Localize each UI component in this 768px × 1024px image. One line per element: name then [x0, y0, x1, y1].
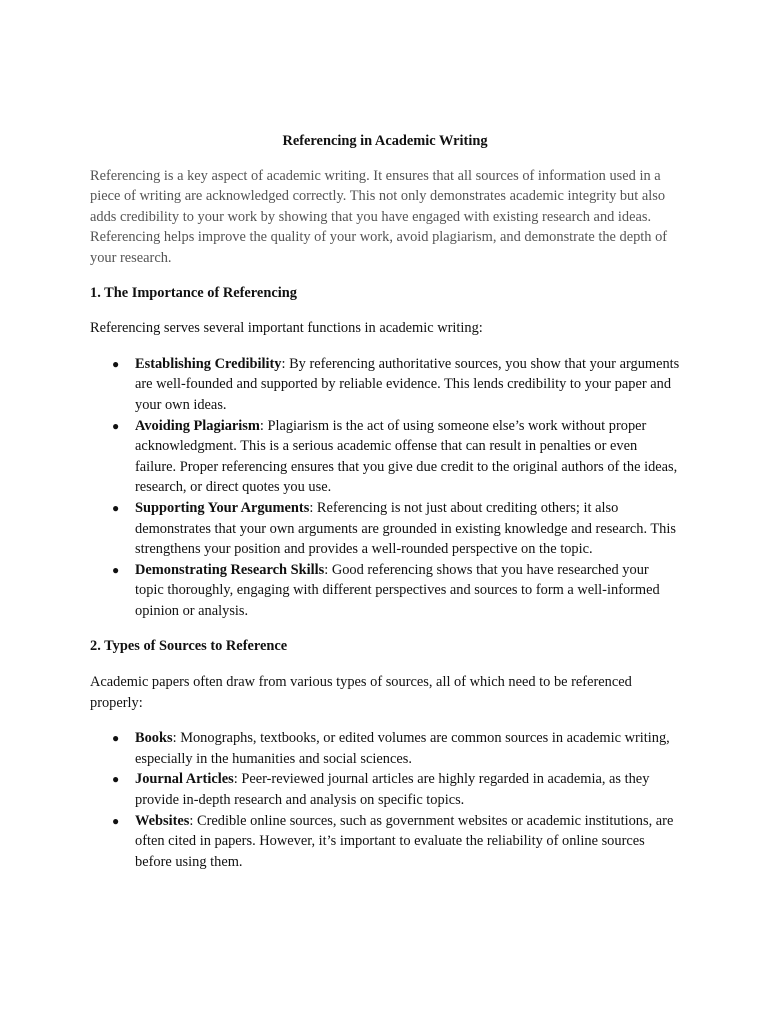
bullet-list [90, 354, 680, 622]
section-heading: 1. The Importance of Referencing [90, 284, 297, 301]
list-item [90, 769, 680, 810]
bullet-icon: ● [112, 418, 120, 433]
bullet-text: : Credible online sources, such as government websites or academic institutions, are often cited in papers. However, it’s important to evaluate the reliability of online sources before using them. [135, 812, 674, 870]
list-item [90, 498, 680, 560]
intro-paragraph: Referencing is a key aspect of academic writing. It ensures that all sources of information used in a piece of writing are acknowledged correctly. This not only demonstrates academic integrity but also adds credibility to your work by showing that you have engaged with existing research and ideas. Referencing helps improve the quality of your work, avoid plagiarism, and demonstrate the depth of your research. [90, 167, 668, 266]
bullet-text: : Monographs, textbooks, or edited volumes are common sources in academic writing, especially in the humanities and social sciences. [135, 730, 670, 767]
section-intro: Referencing serves several important functions in academic writing: [90, 320, 483, 337]
list-item [90, 354, 680, 416]
list-item [90, 560, 680, 622]
bullet-icon: ● [112, 356, 120, 371]
bullet-term: Establishing Credibility [135, 355, 282, 372]
bullet-text: : Peer-reviewed journal articles are highly regarded in academia, as they provide in-depth research and analysis on specific topics. [135, 771, 650, 809]
section-heading: 2. Types of Sources to Reference [90, 638, 288, 655]
bullet-text: : Plagiarism is the act of using someone else’s work without proper acknowledgment. This is a serious academic offense that can result in penalties or even failure. Proper referencing ensures that you give due credit to the original authors of the ideas, research, or direct quotes you use. [135, 417, 678, 496]
bullet-term: Demonstrating Research Skills [135, 561, 325, 578]
bullet-icon: ● [112, 813, 120, 828]
bullet-term: Supporting Your Arguments [135, 499, 310, 516]
bullet-text: : By referencing authoritative sources, you show that your arguments are well-founded and supported by reliable evidence. This lends credibility to your paper and your own ideas. [135, 355, 680, 413]
section-importance [90, 283, 680, 622]
section-source-types [90, 636, 680, 872]
list-item [90, 811, 680, 873]
bullet-icon: ● [112, 772, 120, 787]
bullet-list [90, 728, 680, 872]
bullet-term: Avoiding Plagiarism [135, 417, 260, 434]
bullet-icon: ● [112, 731, 120, 746]
bullet-term: Journal Articles [135, 771, 234, 788]
bullet-term: Books [135, 730, 173, 747]
list-item [90, 728, 680, 769]
section-intro: Academic papers often draw from various types of sources, all of which need to be referenced properly: [90, 674, 632, 711]
bullet-icon: ● [112, 500, 120, 515]
bullet-text: : Referencing is not just about crediting others; it also demonstrates that your own arguments are grounded in existing knowledge and research. This strengthens your position and provides a well-rounded perspective on the topic. [135, 499, 676, 558]
list-item [90, 416, 680, 498]
bullet-term: Websites [135, 812, 190, 829]
bullet-text: : Good referencing shows that you have researched your topic thoroughly, engaging with different perspectives and sources to form a well-informed opinion or analysis. [135, 561, 660, 619]
bullet-icon: ● [112, 562, 120, 577]
document-title: Referencing in Academic Writing [282, 133, 488, 149]
document-body [90, 131, 680, 887]
